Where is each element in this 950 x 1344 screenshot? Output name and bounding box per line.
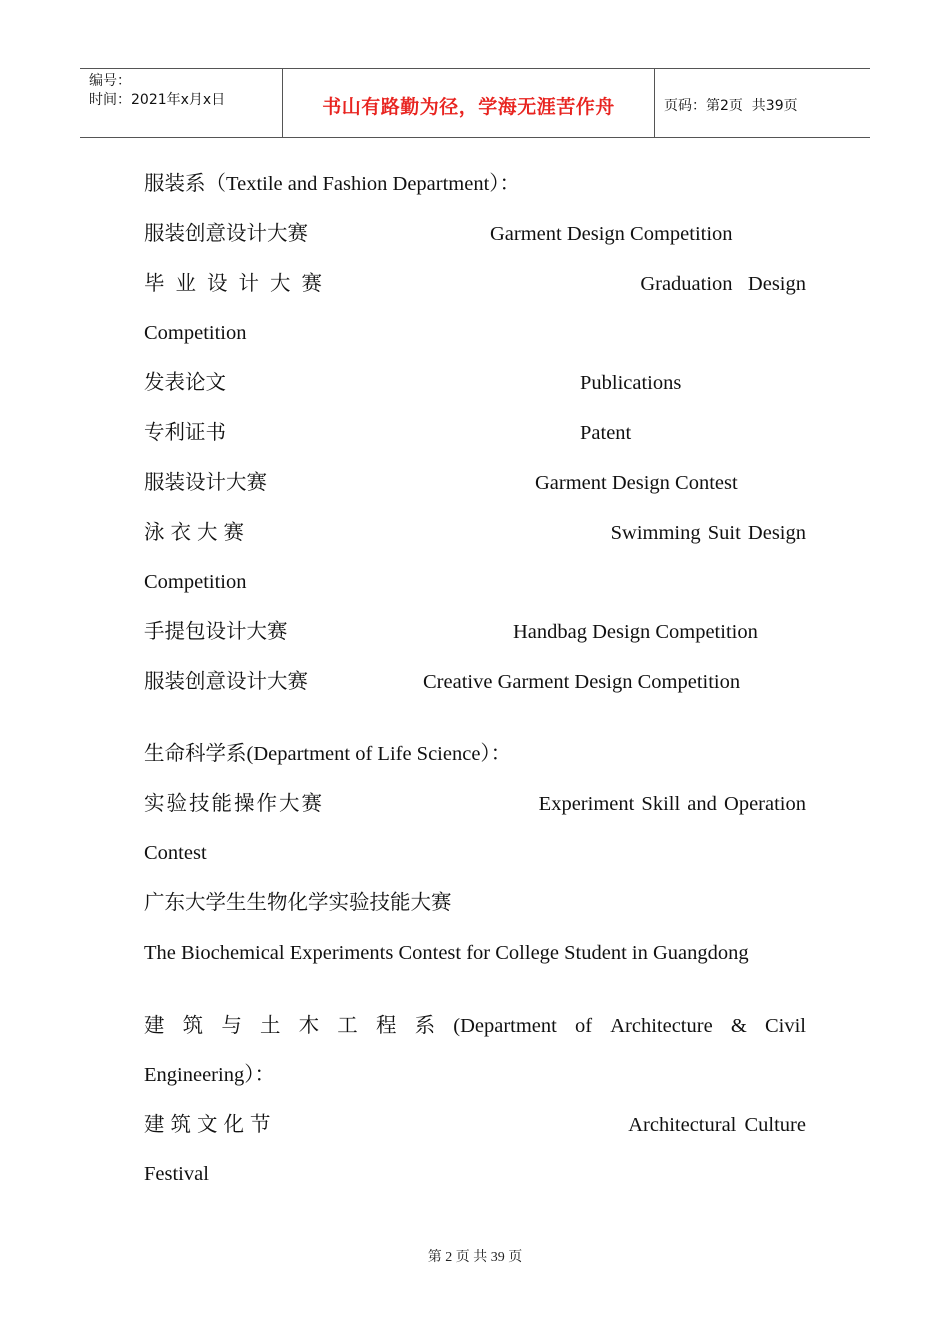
item-chinese: 服装设计大赛 [144,472,267,494]
item-english: Handbag Design Competition [513,621,758,643]
item-english: Swimming Suit Design [610,522,806,544]
item-english: Garment Design Contest [535,472,738,494]
item-chinese: 广东大学生生物化学实验技能大赛 [144,892,452,914]
item-english: Publications [580,372,682,394]
item-chinese: 建筑文化节 [144,1114,277,1136]
item-chinese: 实验技能操作大赛 [144,793,324,815]
header-motto: 书山有路勤为径，学海无涯苦作舟 [282,69,655,137]
item-chinese: 手提包设计大赛 [144,621,288,643]
item-english: Garment Design Competition [490,223,733,245]
section-heading-architecture: 建 筑 与 土 木 工 程 系 (Department of Architecture & Civil [144,1015,806,1037]
section-heading-fashion: 服装系（Textile and Fashion Department）： [144,173,521,195]
document-number-label: 编号： [89,73,131,89]
item-english: Experiment Skill and Operation [538,793,806,815]
item-english: Architectural Culture [628,1114,806,1136]
item-chinese: 服装创意设计大赛 [144,223,308,245]
document-date-label: 时间：2021年x月x日 [89,92,226,108]
item-english: Graduation Design [640,273,806,295]
header-meta [80,69,282,137]
page-footer: 第 2 页 共 39 页 [427,1250,523,1265]
item-chinese: 毕业设计大赛 [144,273,333,295]
page-header [80,68,870,138]
header-page-info: 页码：第2页 共39页 [664,98,798,114]
item-english: The Biochemical Experiments Contest for College Student in Guangdong [144,942,749,964]
item-chinese: 泳衣大赛 [144,522,250,544]
item-english: Patent [580,422,632,444]
item-chinese: 服装创意设计大赛 [144,671,308,693]
section-heading-life-science: 生命科学系(Department of Life Science）： [144,743,512,765]
item-chinese: 专利证书 [144,422,226,444]
item-english: Creative Garment Design Competition [423,671,741,693]
item-chinese: 发表论文 [144,372,226,394]
